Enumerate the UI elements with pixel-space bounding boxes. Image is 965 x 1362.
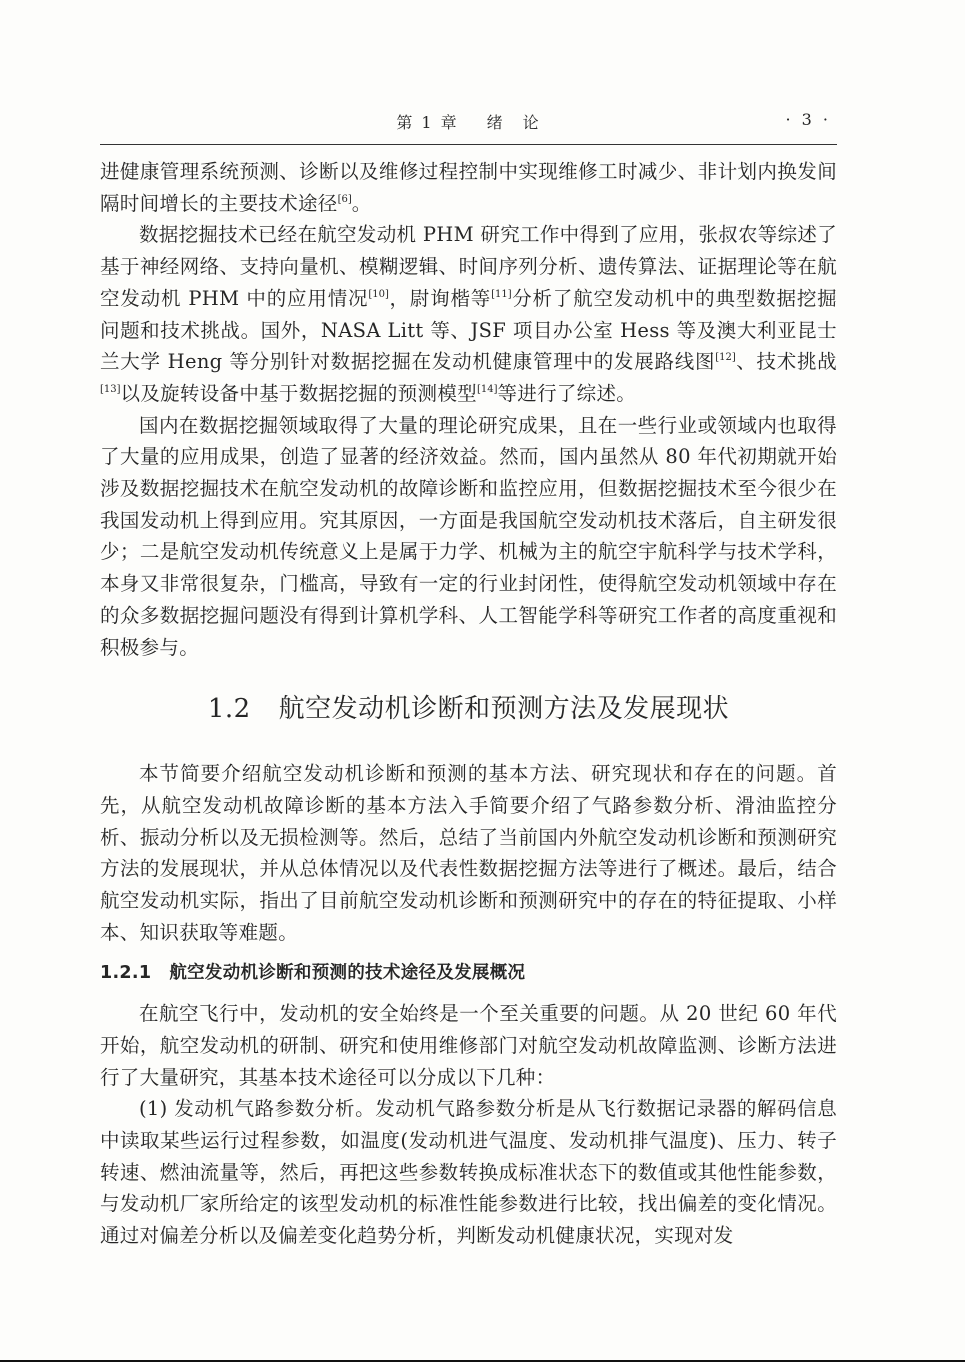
subsection-heading [100,958,837,990]
section-heading [100,692,837,726]
page-number: · 3 · [785,110,831,129]
paragraph-text: 、技术挑战 [735,350,837,374]
citation: [6] [337,193,352,205]
header-chapter: 第 1 章 [396,113,459,132]
citation: [11] [491,288,512,300]
paragraph: 本节简要介绍航空发动机诊断和预测的基本方法、研究现状和存在的问题。首先，从航空发动机故障诊断的基本方法入手简要介绍了气路参数分析、滑油监控分析、振动分析以及无损检测等。然后，总结了当前国内外航空发动机诊断和预测研究方法的发展现状，并从总体情况以及代表性数据挖掘方法等进行了概述。最后，结合航空发动机实际，指出了目前航空发动机诊断和预测研究中的存在的特征提取、小样本、知识获取等难题。 [100,762,837,944]
paragraph [100,156,837,219]
paragraph-text: 数据挖掘技术已经在航空发动机 PHM 研究工作中得到了应用，张叔农等综述了基于神经网络、支持向量机、模糊逻辑、时间序列分析、遗传算法、证据理论等在航空发动机 PHM 中的应用情况 [100,223,837,310]
paragraph-text: 以及旋转设备中基于数据挖掘的预测模型 [120,381,477,405]
paragraph-text: 。 [351,191,372,215]
running-header [100,104,837,145]
citation: [14] [476,383,498,395]
citation: [12] [715,352,736,364]
paragraph-text: ，尉询楷等 [388,286,492,310]
subsection-number: 1.2.1 [100,963,152,984]
paragraph: (1) 发动机气路参数分析。发动机气路参数分析是从飞行数据记录器的解码信息中读取某些运行过程参数，如温度(发动机进气温度、发动机排气温度)、压力、转子转速、燃油流量等，然后，再把这些参数转换成标准状态下的数值或其他性能参数，与发动机厂家所给定的该型发动机的标准性能参数进行比较，找出偏差的变化情况。通过对偏差分析以及偏差变化趋势分析，判断发动机健康状况，实现对发 [100,1097,837,1248]
section-number: 1.2 [207,694,251,725]
citation: [10] [368,288,389,300]
citation: [13] [100,383,121,395]
paragraph-text: 进健康管理系统预测、诊断以及维修过程控制中实现维修工时减少、非计划内换发间隔时间增长的主要技术途径 [100,160,837,215]
paragraph-text: 分析了航空发动机中的典型数据挖掘问题和技术挑战。国外，NASA Litt 等、JSF 项目办公室 Hess 等及澳大利亚昆士兰大学 Heng 等分别针对数据挖掘在发动机健康管理中的发展路线图 [100,286,837,374]
page-body [100,156,837,1252]
header-chapter-title [100,110,837,133]
paragraph: 国内在数据挖掘领域取得了大量的理论研究成果，且在一些行业或领域内也取得了大量的应用成果，创造了显著的经济效益。然而，国内虽然从 80 年代初期就开始涉及数据挖掘技术在航空发动机的故障诊断和监控应用，但数据挖掘技术至今很少在我国发动机上得到应用。究其原因，一方面是我国航空发动机技术落后，自主研发很少；二是航空发动机传统意义上是属于力学、机械为主的航空宇航科学与技术学科，本身又非常很复杂，门槛高，导致有一定的行业封闭性，使得航空发动机领域中存在的众多数据挖掘问题没有得到计算机学科、人工智能学科等研究工作者的高度重视和积极参与。 [100,413,837,659]
paragraph [100,219,837,409]
paragraph: 在航空飞行中，发动机的安全始终是一个至关重要的问题。从 20 世纪 60 年代开始，航空发动机的研制、研究和使用维修部门对航空发动机故障监测、诊断方法进行了大量研究，其基本技术途径可以分成以下几种： [100,1002,837,1089]
subsection-title: 航空发动机诊断和预测的技术途径及发展概况 [169,963,526,984]
section-title: 航空发动机诊断和预测方法及发展现状 [278,694,730,725]
paragraph-text: 等进行了综述。 [497,381,637,405]
header-title: 绪 论 [486,113,541,132]
